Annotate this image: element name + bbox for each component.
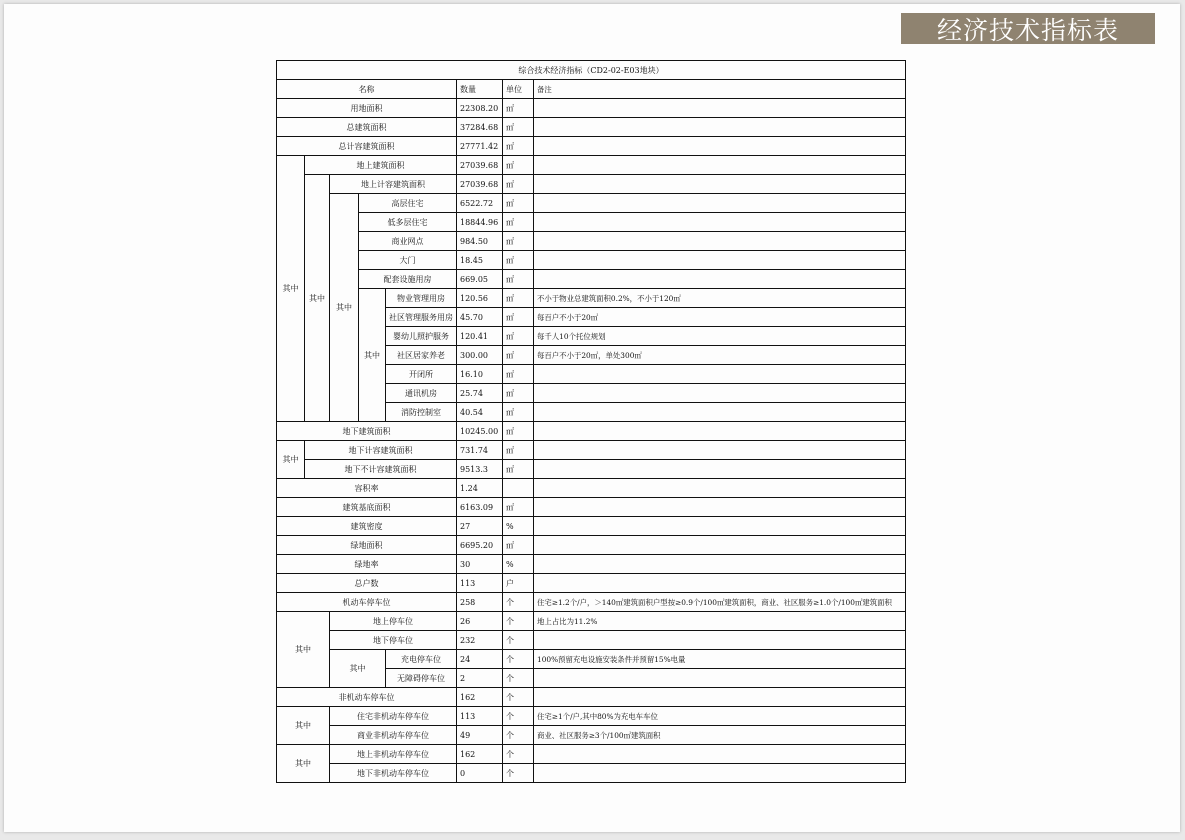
item-note xyxy=(534,99,906,118)
item-name: 总建筑面积 xyxy=(277,118,457,137)
table-row xyxy=(277,118,906,137)
item-unit: ㎡ xyxy=(503,194,534,213)
table-row xyxy=(277,441,906,460)
item-quantity: 10245.00 xyxy=(457,422,503,441)
item-quantity: 6163.09 xyxy=(457,498,503,517)
item-quantity: 232 xyxy=(457,631,503,650)
table-caption: 综合技术经济指标（CD2-02-E03地块） xyxy=(277,61,906,80)
item-name: 地下建筑面积 xyxy=(277,422,457,441)
item-unit: ㎡ xyxy=(503,213,534,232)
item-note xyxy=(534,631,906,650)
item-unit: 个 xyxy=(503,650,534,669)
item-note xyxy=(534,669,906,688)
item-unit: ㎡ xyxy=(503,498,534,517)
item-note xyxy=(534,517,906,536)
item-quantity: 1.24 xyxy=(457,479,503,498)
item-note: 住宅≥1个/户,其中80%为充电车车位 xyxy=(534,707,906,726)
item-note xyxy=(534,688,906,707)
item-name: 建筑密度 xyxy=(277,517,457,536)
item-note xyxy=(534,194,906,213)
item-name: 地下计容建筑面积 xyxy=(305,441,457,460)
item-quantity: 300.00 xyxy=(457,346,503,365)
item-note xyxy=(534,745,906,764)
item-unit: 个 xyxy=(503,593,534,612)
item-unit: ㎡ xyxy=(503,118,534,137)
item-quantity: 2 xyxy=(457,669,503,688)
header-qty: 数量 xyxy=(457,80,503,99)
item-note xyxy=(534,232,906,251)
item-note xyxy=(534,764,906,783)
table-row xyxy=(277,99,906,118)
group-label: 其中 xyxy=(330,194,359,422)
item-name: 无障碍停车位 xyxy=(386,669,457,688)
item-name: 住宅非机动车停车位 xyxy=(330,707,457,726)
item-name: 建筑基底面积 xyxy=(277,498,457,517)
item-name: 地下不计容建筑面积 xyxy=(305,460,457,479)
item-note xyxy=(534,384,906,403)
item-quantity: 18.45 xyxy=(457,251,503,270)
item-name: 消防控制室 xyxy=(386,403,457,422)
item-quantity: 45.70 xyxy=(457,308,503,327)
item-quantity: 731.74 xyxy=(457,441,503,460)
item-quantity: 27771.42 xyxy=(457,137,503,156)
group-label: 其中 xyxy=(359,289,386,422)
item-name: 商业网点 xyxy=(359,232,457,251)
item-name: 地上建筑面积 xyxy=(305,156,457,175)
group-label: 其中 xyxy=(277,707,330,745)
item-note xyxy=(534,422,906,441)
item-note xyxy=(534,118,906,137)
item-unit: 个 xyxy=(503,631,534,650)
table-row xyxy=(277,707,906,726)
table-row xyxy=(277,688,906,707)
item-unit: 个 xyxy=(503,688,534,707)
table-row xyxy=(277,479,906,498)
document-page xyxy=(4,4,1180,832)
group-label: 其中 xyxy=(277,441,305,479)
item-unit: ㎡ xyxy=(503,137,534,156)
table-row xyxy=(277,232,906,251)
item-note xyxy=(534,403,906,422)
page-title-banner: 经济技术指标表 xyxy=(901,13,1155,44)
item-name: 开闭所 xyxy=(386,365,457,384)
table-row xyxy=(277,460,906,479)
item-quantity: 49 xyxy=(457,726,503,745)
item-unit: % xyxy=(503,517,534,536)
header-note: 备注 xyxy=(534,80,906,99)
item-name: 地下停车位 xyxy=(330,631,457,650)
table-row xyxy=(277,251,906,270)
item-note xyxy=(534,175,906,194)
item-note xyxy=(534,498,906,517)
item-unit: ㎡ xyxy=(503,403,534,422)
item-note xyxy=(534,137,906,156)
item-unit: 个 xyxy=(503,764,534,783)
item-unit: 个 xyxy=(503,707,534,726)
item-name: 总户数 xyxy=(277,574,457,593)
item-note xyxy=(534,460,906,479)
table-row xyxy=(277,517,906,536)
item-quantity: 18844.96 xyxy=(457,213,503,232)
item-unit: ㎡ xyxy=(503,251,534,270)
table-row xyxy=(277,593,906,612)
table-row xyxy=(277,289,906,308)
item-quantity: 6695.20 xyxy=(457,536,503,555)
item-quantity: 16.10 xyxy=(457,365,503,384)
item-name: 总计容建筑面积 xyxy=(277,137,457,156)
table-row xyxy=(277,631,906,650)
item-note xyxy=(534,270,906,289)
item-unit: ㎡ xyxy=(503,365,534,384)
item-name: 非机动车停车位 xyxy=(277,688,457,707)
group-label: 其中 xyxy=(305,175,330,422)
item-note xyxy=(534,213,906,232)
item-unit: 个 xyxy=(503,669,534,688)
item-quantity: 0 xyxy=(457,764,503,783)
item-quantity: 120.41 xyxy=(457,327,503,346)
table-row xyxy=(277,156,906,175)
item-quantity: 113 xyxy=(457,707,503,726)
item-quantity: 27039.68 xyxy=(457,156,503,175)
item-quantity: 984.50 xyxy=(457,232,503,251)
table-row xyxy=(277,536,906,555)
item-unit xyxy=(503,479,534,498)
item-unit: ㎡ xyxy=(503,346,534,365)
table-row xyxy=(277,498,906,517)
item-name: 绿地面积 xyxy=(277,536,457,555)
item-name: 机动车停车位 xyxy=(277,593,457,612)
item-unit: ㎡ xyxy=(503,156,534,175)
item-unit: ㎡ xyxy=(503,175,534,194)
item-name: 地下非机动车停车位 xyxy=(330,764,457,783)
item-name: 通讯机房 xyxy=(386,384,457,403)
item-unit: ㎡ xyxy=(503,327,534,346)
item-quantity: 9513.3 xyxy=(457,460,503,479)
item-note: 每百户不小于20㎡，单处300㎡ xyxy=(534,346,906,365)
item-note xyxy=(534,365,906,384)
item-quantity: 22308.20 xyxy=(457,99,503,118)
item-name: 绿地率 xyxy=(277,555,457,574)
table-row xyxy=(277,555,906,574)
item-note xyxy=(534,574,906,593)
table-row xyxy=(277,764,906,783)
item-name: 商业非机动车停车位 xyxy=(330,726,457,745)
item-name: 地上计容建筑面积 xyxy=(330,175,457,194)
item-name: 配套设施用房 xyxy=(359,270,457,289)
item-unit: 户 xyxy=(503,574,534,593)
item-name: 婴幼儿照护服务 xyxy=(386,327,457,346)
header-unit: 单位 xyxy=(503,80,534,99)
item-name: 大门 xyxy=(359,251,457,270)
table-row xyxy=(277,422,906,441)
table-row xyxy=(277,650,906,669)
table-row xyxy=(277,574,906,593)
item-note xyxy=(534,555,906,574)
item-name: 充电停车位 xyxy=(386,650,457,669)
item-unit: ㎡ xyxy=(503,232,534,251)
item-note: 每百户不小于20㎡ xyxy=(534,308,906,327)
item-name: 地上非机动车停车位 xyxy=(330,745,457,764)
item-quantity: 6522.72 xyxy=(457,194,503,213)
economic-indicators-table xyxy=(276,60,906,783)
item-name: 容积率 xyxy=(277,479,457,498)
item-quantity: 162 xyxy=(457,745,503,764)
item-note: 商业、社区服务≥3个/100㎡建筑面积 xyxy=(534,726,906,745)
item-note xyxy=(534,479,906,498)
item-quantity: 120.56 xyxy=(457,289,503,308)
item-note: 每千人10个托位规划 xyxy=(534,327,906,346)
table-row xyxy=(277,194,906,213)
item-unit: 个 xyxy=(503,745,534,764)
table-header-row xyxy=(277,80,906,99)
item-unit: ㎡ xyxy=(503,289,534,308)
table-row xyxy=(277,745,906,764)
item-name: 社区居家养老 xyxy=(386,346,457,365)
item-note: 100%预留充电设施安装条件并预留15%电量 xyxy=(534,650,906,669)
group-label: 其中 xyxy=(277,745,330,783)
item-quantity: 24 xyxy=(457,650,503,669)
table-row xyxy=(277,175,906,194)
item-note: 不小于物业总建筑面积0.2%，不小于120㎡ xyxy=(534,289,906,308)
item-quantity: 40.54 xyxy=(457,403,503,422)
item-unit: 个 xyxy=(503,726,534,745)
item-unit: ㎡ xyxy=(503,441,534,460)
item-name: 物业管理用房 xyxy=(386,289,457,308)
item-note xyxy=(534,536,906,555)
item-quantity: 26 xyxy=(457,612,503,631)
item-note xyxy=(534,441,906,460)
item-name: 用地面积 xyxy=(277,99,457,118)
item-note: 住宅≥1.2个/户，＞140㎡建筑面积户型按≥0.9个/100㎡建筑面积，商业、社区服务≥1.0个/100㎡建筑面积 xyxy=(534,593,906,612)
item-quantity: 37284.68 xyxy=(457,118,503,137)
group-label: 其中 xyxy=(330,650,386,688)
item-name: 低多层住宅 xyxy=(359,213,457,232)
table-row xyxy=(277,270,906,289)
item-note: 地上占比为11.2% xyxy=(534,612,906,631)
item-quantity: 27 xyxy=(457,517,503,536)
group-label: 其中 xyxy=(277,156,305,422)
item-unit: ㎡ xyxy=(503,384,534,403)
table-row xyxy=(277,213,906,232)
table-row xyxy=(277,612,906,631)
item-note xyxy=(534,156,906,175)
item-unit: % xyxy=(503,555,534,574)
item-name: 高层住宅 xyxy=(359,194,457,213)
table-row xyxy=(277,137,906,156)
item-unit: ㎡ xyxy=(503,270,534,289)
item-quantity: 27039.68 xyxy=(457,175,503,194)
item-quantity: 669.05 xyxy=(457,270,503,289)
item-unit: ㎡ xyxy=(503,422,534,441)
item-unit: ㎡ xyxy=(503,536,534,555)
item-note xyxy=(534,251,906,270)
item-quantity: 258 xyxy=(457,593,503,612)
group-label: 其中 xyxy=(277,612,330,688)
item-quantity: 30 xyxy=(457,555,503,574)
item-quantity: 162 xyxy=(457,688,503,707)
item-unit: ㎡ xyxy=(503,460,534,479)
item-name: 地上停车位 xyxy=(330,612,457,631)
table-caption-row xyxy=(277,61,906,80)
item-quantity: 113 xyxy=(457,574,503,593)
item-unit: ㎡ xyxy=(503,99,534,118)
header-name: 名称 xyxy=(277,80,457,99)
item-unit: ㎡ xyxy=(503,308,534,327)
item-unit: 个 xyxy=(503,612,534,631)
item-quantity: 25.74 xyxy=(457,384,503,403)
item-name: 社区管理服务用房 xyxy=(386,308,457,327)
table-row xyxy=(277,726,906,745)
